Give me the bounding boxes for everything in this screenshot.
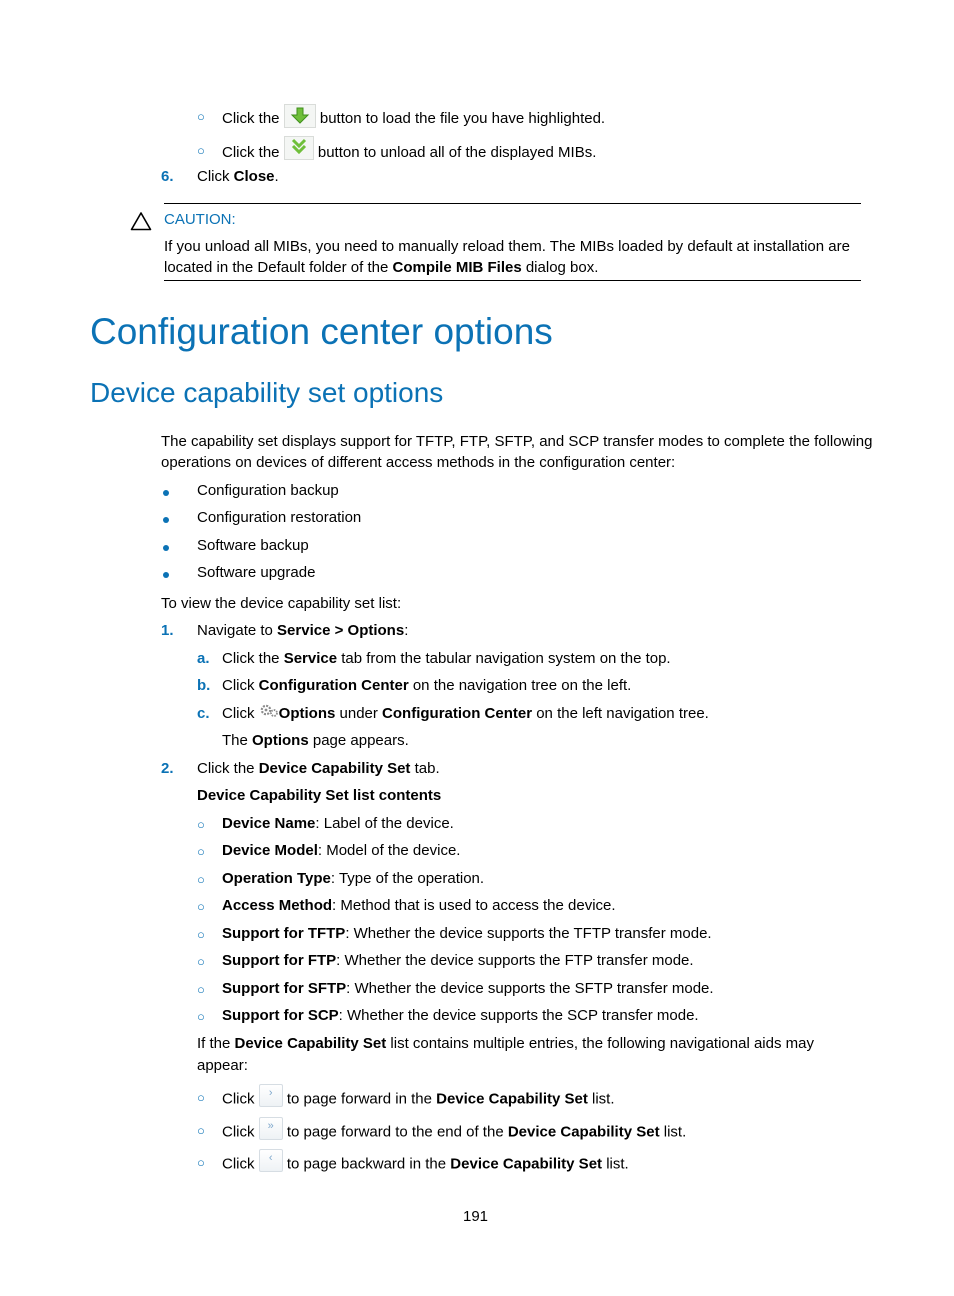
field-item: Support for FTP: Whether the device supports the FTP transfer mode. (222, 952, 694, 969)
step-number: 1. (161, 622, 174, 639)
step-text: Navigate to Service > Options: (197, 622, 409, 639)
caution-top-rule (164, 203, 861, 204)
bullet-marker (163, 490, 169, 496)
substep-label: a. (197, 650, 210, 667)
intro-line2: operations on devices of different access methods in the configuration center: (161, 454, 676, 471)
subsection-title: Device capability set options (90, 377, 444, 408)
field-item: Support for SFTP: Whether the device supports the SFTP transfer mode. (222, 980, 714, 997)
caution-text-line1: If you unload all MIBs, you need to manually reload them. The MIBs loaded by default at installation are (164, 238, 850, 255)
list-marker: ○ (197, 954, 205, 969)
last-page-icon: » (259, 1117, 283, 1140)
list-marker: ○ (197, 844, 205, 859)
field-item: Support for TFTP: Whether the device supports the TFTP transfer mode. (222, 925, 712, 942)
options-gear-icon (259, 703, 279, 719)
list-marker: ○ (197, 899, 205, 914)
nav-aid-item: Click › to page forward in the Device Capability Set list. (222, 1088, 615, 1111)
nav-aid-item: Click » to page forward to the end of the Device Capability Set list. (222, 1121, 686, 1144)
unload-all-mibs-icon (284, 136, 314, 160)
field-item: Access Method: Method that is used to access the device. (222, 897, 616, 914)
field-item: Device Name: Label of the device. (222, 815, 454, 832)
list-marker: ○ (197, 109, 205, 124)
nav-note-line2: appear: (197, 1057, 248, 1074)
procedure-intro: To view the device capability set list: (161, 595, 402, 612)
caution-label: CAUTION: (164, 211, 236, 228)
bullet-item: Configuration backup (197, 482, 339, 499)
bullet-marker (163, 517, 169, 523)
list-marker: ○ (197, 1009, 205, 1024)
list-item: Click the button to unload all of the displayed MIBs. (222, 141, 596, 165)
next-page-icon: › (259, 1084, 283, 1107)
nav-aid-item: Click ‹ to page backward in the Device Capability Set list. (222, 1153, 629, 1176)
caution-bottom-rule (164, 280, 861, 281)
step-number: 2. (161, 760, 174, 777)
list-marker: ○ (197, 872, 205, 887)
list-marker: ○ (197, 982, 205, 997)
bullet-item: Software backup (197, 537, 309, 554)
list-marker: ○ (197, 1090, 205, 1105)
intro-line1: The capability set displays support for TFTP, FTP, SFTP, and SCP transfer modes to complete the following (161, 433, 873, 450)
step-text: Click the Device Capability Set tab. (197, 760, 440, 777)
substep-text: Click Configuration Center on the navigation tree on the left. (222, 677, 632, 694)
field-item: Support for SCP: Whether the device supports the SCP transfer mode. (222, 1007, 699, 1024)
bullet-marker (163, 545, 169, 551)
nav-note-line1: If the Device Capability Set list contains multiple entries, the following navigational aids may (197, 1035, 814, 1052)
substep-label: c. (197, 705, 210, 722)
bullet-marker (163, 572, 169, 578)
page-number: 191 (463, 1208, 489, 1225)
substep-text: Click the Service tab from the tabular navigation system on the top. (222, 650, 671, 667)
list-marker: ○ (197, 1123, 205, 1138)
list-marker: ○ (197, 143, 205, 158)
list-marker: ○ (197, 1155, 205, 1170)
step-text: Click Close. (197, 168, 279, 185)
section-title: Configuration center options (90, 311, 553, 352)
list-marker: ○ (197, 817, 205, 832)
substep-text: Click Options under Configuration Center on the left navigation tree. (222, 705, 709, 722)
list-marker: ○ (197, 927, 205, 942)
load-mib-icon (284, 104, 316, 128)
caution-text-line2: located in the Default folder of the Compile MIB Files dialog box. (164, 259, 599, 276)
bullet-item: Software upgrade (197, 564, 316, 581)
list-heading: Device Capability Set list contents (197, 787, 442, 804)
bullet-item: Configuration restoration (197, 509, 362, 526)
substep-result: The Options page appears. (222, 732, 409, 749)
field-item: Device Model: Model of the device. (222, 842, 461, 859)
caution-icon (130, 211, 152, 235)
step-number: 6. (161, 168, 174, 185)
previous-page-icon: ‹ (259, 1149, 283, 1172)
substep-label: b. (197, 677, 211, 694)
field-item: Operation Type: Type of the operation. (222, 870, 485, 887)
list-item: Click the button to load the file you have highlighted. (222, 107, 605, 131)
